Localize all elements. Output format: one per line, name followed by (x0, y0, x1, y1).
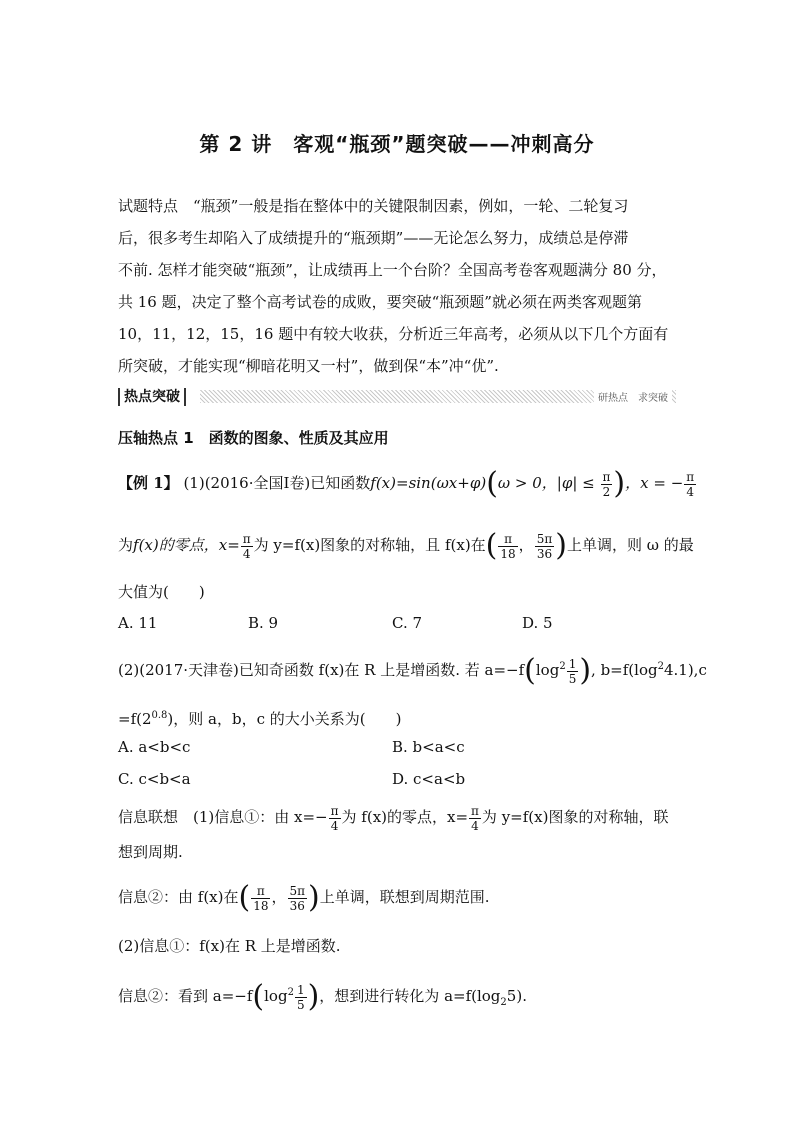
example1-text: (1)(2016·全国Ⅰ卷)已知函数 (183, 474, 371, 492)
option-a[interactable]: A. 11 (118, 614, 158, 632)
fraction-pi-18: $\frac{\pi}{18}$ (500, 531, 516, 561)
info-line5: 信息②：看到 $a=-f(\log^2$ $\frac{1}{5}$ )，想到进行转化为 $a=f(\log_25)$. (118, 979, 527, 1014)
example-tag: 【例 1】 (118, 474, 179, 492)
section-header (118, 388, 676, 406)
option-d[interactable]: D. c<a<b (392, 770, 466, 788)
info-line1: 信息联想 (1)信息①：由 x=− $\frac{\pi}{4}$ 为 f(x)的零点，x= $\frac{\pi}{4}$ 为 y=f(x)图象的对称轴，联 (118, 803, 669, 833)
section-subtitle: 研热点 求突破 (594, 389, 672, 404)
option-c[interactable]: C. c<b<a (118, 770, 191, 788)
fraction-pi-4: $\frac{\pi}{4}$ (471, 803, 479, 833)
info-line3: 信息②：由 f(x)在( $\frac{\pi}{18}$ ， $\frac{5\pi}{36}$ )上单调，联想到周期范围. (118, 880, 490, 915)
example1-line2: 为f(x)的零点，x= $\frac{\pi}{4}$ 为 y=f(x)图象的对称轴，且 f(x)在( $\frac{\pi}{18}$ ， $\frac{5\pi}{36}$ )上单调，则 ω 的最 (118, 528, 694, 563)
info-line2: 想到周期. (118, 843, 183, 861)
fraction-1-5: $\frac{1}{5}$ (568, 656, 577, 686)
fraction-pi-18: $\frac{\pi}{18}$ (253, 883, 269, 913)
intro-line: 不前. 怎样才能突破“瓶颈”，让成绩再上一个台阶？全国高考卷客观题满分 80 分， (118, 261, 667, 279)
fraction-5pi-36: $\frac{5\pi}{36}$ (536, 531, 553, 561)
example1-part2-line1: (2)(2017·天津卷)已知奇函数 f(x)在 R 上是增函数. 若 $a=-f(\log^2$ $\frac{1}{5}$ ), $b=f(\log^24.1),c$ (118, 653, 707, 688)
section-label: 热点突破 (118, 388, 186, 406)
fraction-pi-4: $\frac{\pi}{4}$ (686, 469, 695, 499)
condition: ω > 0，|φ| ≤ (497, 474, 595, 492)
option-b[interactable]: B. b<a<c (392, 738, 465, 756)
x-equals: ，x = − (625, 474, 684, 492)
fraction-1-5: $\frac{1}{5}$ (296, 982, 305, 1012)
intro-line: 后，很多考生却陷入了成绩提升的“瓶颈期”——无论怎么努力，成绩总是停滞 (118, 229, 629, 247)
example1-line3: 大值为( ) (118, 583, 205, 601)
intro-line: 共 16 题，决定了整个高考试卷的成败，要突破“瓶颈题”就必须在两类客观题第 (118, 293, 642, 311)
hotspot-heading: 压轴热点 1 函数的图象、性质及其应用 (118, 429, 389, 447)
option-c[interactable]: C. 7 (392, 614, 423, 632)
option-a[interactable]: A. a<b<c (118, 738, 191, 756)
function-expr: f(x)=sin(ωx+φ) (370, 474, 487, 492)
example1-part2-line2: $=f(2^{0.8})$，则 a，b，c 的大小关系为( ) (118, 710, 402, 728)
example1-line1: 【例 1】 (1)(2016·全国Ⅰ卷)已知函数f(x)=sin(ωx+φ)(ω > 0，|φ| ≤ $\frac{\pi}{2}$ )，x = − $\frac{\pi}{4}$ (118, 466, 695, 501)
fraction-5pi-36: $\frac{5\pi}{36}$ (289, 883, 306, 913)
intro-line: 10，11，12，15，16 题中有较大收获，分析近三年高考，必须从以下几个方面有 (118, 325, 669, 343)
fraction-pi-4: $\frac{\pi}{4}$ (330, 803, 339, 833)
fraction-pi-2: $\frac{\pi}{2}$ (602, 469, 611, 499)
intro-line: 所突破，才能实现“柳暗花明又一村”，做到保“本”冲“优”. (118, 357, 499, 375)
info-line4: (2)信息①：f(x)在 R 上是增函数. (118, 937, 341, 955)
page-title: 第 2 讲 客观“瓶颈”题突破——冲刺高分 (199, 132, 595, 156)
option-d[interactable]: D. 5 (522, 614, 553, 632)
option-b[interactable]: B. 9 (248, 614, 279, 632)
intro-line: 试题特点 “瓶颈”一般是指在整体中的关键限制因素，例如，一轮、二轮复习 (118, 197, 629, 215)
fraction-pi-4: $\frac{\pi}{4}$ (242, 531, 251, 561)
